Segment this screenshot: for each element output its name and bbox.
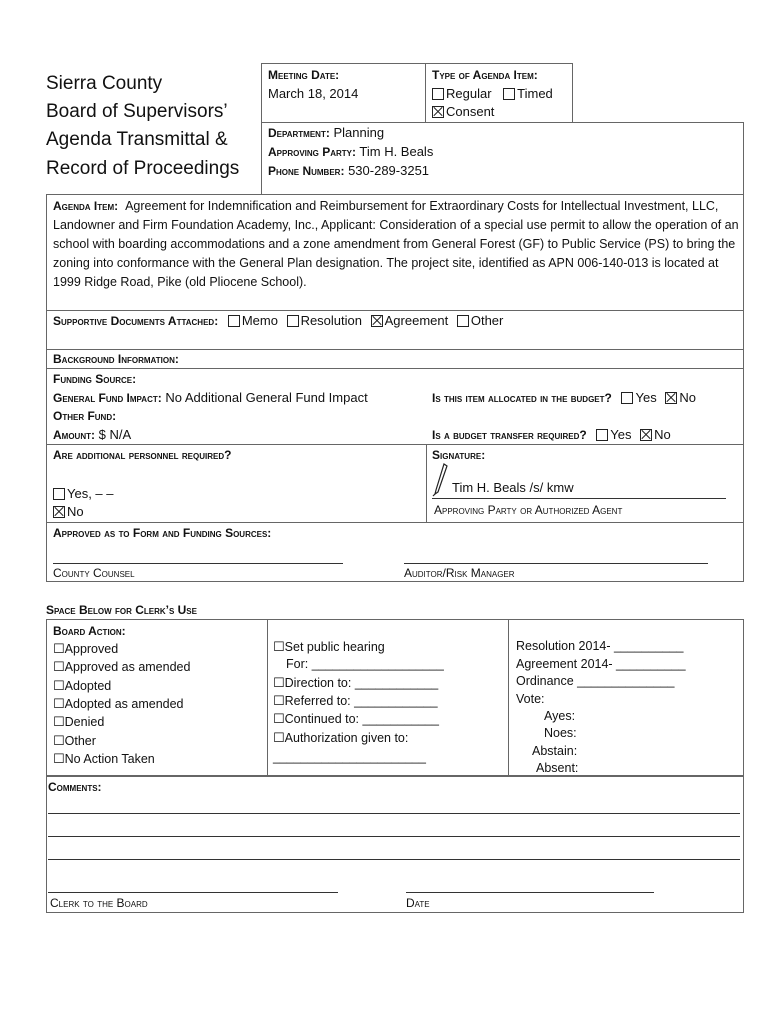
personnel-yes-checkbox[interactable] bbox=[53, 488, 65, 500]
action-adopted[interactable]: ☐Adopted bbox=[53, 678, 112, 693]
referred-to-label: Referred to: ____________ bbox=[284, 694, 438, 708]
phone-label: Phone Number: bbox=[268, 164, 345, 178]
budget-transfer-row bbox=[432, 427, 671, 442]
action-denied-label: Denied bbox=[64, 715, 105, 729]
personnel-yes-label: Yes, – – bbox=[67, 486, 114, 501]
absent-label: Absent: bbox=[536, 761, 579, 775]
department-row bbox=[268, 125, 384, 140]
memo-checkbox[interactable] bbox=[228, 315, 240, 327]
agenda-item-paragraph bbox=[53, 197, 739, 292]
approved-label: Approved as to Form and Funding Sources: bbox=[53, 526, 272, 540]
budget-allocated-question: Is this item allocated in the budget? bbox=[432, 391, 612, 405]
action-no-action[interactable]: ☐No Action Taken bbox=[53, 751, 155, 766]
approving-party-value: Tim H. Beals bbox=[359, 144, 434, 159]
action-denied[interactable]: ☐Denied bbox=[53, 714, 105, 729]
other-fund-label: Other Fund: bbox=[53, 409, 117, 423]
budget-yes-checkbox[interactable] bbox=[621, 392, 633, 404]
personnel-question: Are additional personnel required? bbox=[53, 448, 232, 462]
meeting-date-label: Meeting Date: bbox=[268, 68, 340, 82]
ayes-label: Ayes: bbox=[544, 709, 576, 723]
budget-no-label: No bbox=[679, 390, 696, 405]
action-adopted-amended[interactable]: ☐Adopted as amended bbox=[53, 696, 184, 711]
referred-to[interactable]: ☐Referred to: ____________ bbox=[273, 693, 438, 708]
auditor-caption: Auditor/Risk Manager bbox=[404, 566, 515, 580]
ordinance-number[interactable]: Ordinance ______________ bbox=[516, 674, 675, 688]
comment-line-2[interactable] bbox=[48, 836, 740, 837]
vote-label: Vote: bbox=[516, 692, 545, 706]
personnel-divider bbox=[426, 444, 427, 523]
agreement-label: Agreement bbox=[384, 313, 449, 328]
approving-party-label: Approving Party: bbox=[268, 145, 357, 159]
agenda-item-text: Agreement for Indemnification and Reimbursement for Extraordinary Costs for Intellectual Investment, LLC, Landowner and Firm Foundation Academy, Inc., Applicant: Consideration of a special use permit to allow the operation of an school with boarding accommodations and a zone amendment from General Forest (GF) to Public Service (PS) to bring the zoning into conformance with the General Plan designation. The project site, identified as APN 006-140-013 is located at 1999 Ridge Road, Pike (old Pliocene School). bbox=[53, 199, 739, 289]
form-title-line-1: Sierra County bbox=[46, 73, 163, 94]
resolution-number[interactable]: Resolution 2014- __________ bbox=[516, 639, 684, 653]
transfer-yes-label: Yes bbox=[610, 427, 632, 442]
county-counsel-line bbox=[53, 563, 343, 564]
budget-yes-label: Yes bbox=[635, 390, 657, 405]
other-doc-label: Other bbox=[470, 313, 504, 328]
agenda-type-options-row bbox=[432, 86, 553, 101]
clerk-signature-line[interactable] bbox=[48, 892, 338, 893]
action-other-label: Other bbox=[64, 734, 96, 748]
set-hearing-label: Set public hearing bbox=[284, 640, 385, 654]
department-value: Planning bbox=[333, 125, 385, 140]
board-action-label: Board Action: bbox=[53, 624, 126, 638]
agreement-checkbox[interactable] bbox=[371, 315, 383, 327]
phone-row bbox=[268, 163, 429, 178]
comments-label: Comments: bbox=[48, 780, 102, 794]
consent-row bbox=[432, 104, 494, 119]
budget-allocated-row bbox=[432, 390, 696, 405]
personnel-no-label: No bbox=[67, 504, 84, 519]
continued-to[interactable]: ☐Continued to: ___________ bbox=[273, 711, 439, 726]
hearing-for[interactable]: For: ___________________ bbox=[286, 657, 444, 671]
comment-line-3[interactable] bbox=[48, 859, 740, 860]
board-action-divider-2 bbox=[508, 619, 509, 776]
action-approved-amended[interactable]: ☐Approved as amended bbox=[53, 659, 191, 674]
action-no-action-label: No Action Taken bbox=[64, 752, 155, 766]
resolution-checkbox[interactable] bbox=[287, 315, 299, 327]
agenda-type-label: Type of Agenda Item: bbox=[432, 68, 538, 82]
auditor-line bbox=[404, 563, 708, 564]
authorization-line[interactable]: ______________________ bbox=[273, 750, 426, 764]
form-title-line-3: Agenda Transmittal & bbox=[46, 129, 228, 150]
department-label: Department: bbox=[268, 126, 330, 140]
noes-label: Noes: bbox=[544, 726, 577, 740]
board-action-divider-1 bbox=[267, 619, 268, 776]
agreement-number[interactable]: Agreement 2014- __________ bbox=[516, 657, 686, 671]
clerk-section-label: Space Below for Clerk’s Use bbox=[46, 603, 197, 617]
date-caption: Date bbox=[406, 896, 430, 910]
meeting-date-value: March 18, 2014 bbox=[268, 86, 359, 101]
amount-label: Amount: bbox=[53, 428, 95, 442]
regular-checkbox[interactable] bbox=[432, 88, 444, 100]
form-title-line-2: Board of Supervisors’ bbox=[46, 101, 228, 122]
timed-label: Timed bbox=[517, 86, 553, 101]
action-approved[interactable]: ☐Approved bbox=[53, 641, 119, 656]
form-title-line-4: Record of Proceedings bbox=[46, 158, 240, 179]
consent-label: Consent bbox=[446, 104, 495, 119]
supportive-docs-label: Supportive Documents Attached: bbox=[53, 314, 219, 328]
date-line[interactable] bbox=[406, 892, 654, 893]
authorization-given[interactable]: ☐Authorization given to: bbox=[273, 730, 409, 745]
budget-no-checkbox[interactable] bbox=[665, 392, 677, 404]
budget-transfer-question: Is a budget transfer required? bbox=[432, 428, 587, 442]
personnel-no-checkbox[interactable] bbox=[53, 506, 65, 518]
personnel-no-row bbox=[53, 504, 84, 519]
agenda-item-label: Agenda Item: bbox=[53, 199, 119, 213]
personnel-yes-row bbox=[53, 486, 114, 501]
comment-line-1[interactable] bbox=[48, 813, 740, 814]
regular-label: Regular bbox=[446, 86, 492, 101]
authorization-given-label: Authorization given to: bbox=[284, 731, 409, 745]
amount-value: $ N/A bbox=[98, 427, 132, 442]
abstain-label: Abstain: bbox=[532, 744, 578, 758]
consent-checkbox[interactable] bbox=[432, 106, 444, 118]
action-approved-amended-label: Approved as amended bbox=[64, 660, 191, 674]
supportive-docs-row bbox=[53, 313, 503, 328]
action-adopted-label: Adopted bbox=[64, 679, 112, 693]
signature-line bbox=[432, 498, 726, 499]
general-fund-value: No Additional General Fund Impact bbox=[165, 390, 368, 405]
action-adopted-amended-label: Adopted as amended bbox=[64, 697, 184, 711]
other-checkbox[interactable] bbox=[457, 315, 469, 327]
background-label: Background Information: bbox=[53, 352, 179, 366]
clerk-to-board-caption: Clerk to the Board bbox=[50, 896, 148, 910]
amount-row bbox=[53, 427, 131, 442]
pen-icon bbox=[430, 462, 450, 498]
signature-label: Signature: bbox=[432, 448, 486, 462]
signature-value: Tim H. Beals /s/ kmw bbox=[452, 480, 574, 495]
county-counsel-caption: County Counsel bbox=[53, 566, 135, 580]
set-hearing[interactable]: ☐Set public hearing bbox=[273, 639, 385, 654]
approving-party-row bbox=[268, 144, 433, 159]
general-fund-row bbox=[53, 390, 368, 405]
memo-label: Memo bbox=[241, 313, 278, 328]
transfer-yes-checkbox[interactable] bbox=[596, 429, 608, 441]
funding-source-label: Funding Source: bbox=[53, 372, 137, 386]
general-fund-label: General Fund Impact: bbox=[53, 391, 162, 405]
direction-to[interactable]: ☐Direction to: ____________ bbox=[273, 675, 439, 690]
continued-to-label: Continued to: ___________ bbox=[284, 712, 439, 726]
timed-checkbox[interactable] bbox=[503, 88, 515, 100]
phone-value: 530-289-3251 bbox=[348, 163, 430, 178]
signature-caption: Approving Party or Authorized Agent bbox=[434, 503, 623, 517]
action-other[interactable]: ☐Other bbox=[53, 733, 96, 748]
resolution-label: Resolution bbox=[300, 313, 362, 328]
transfer-no-checkbox[interactable] bbox=[640, 429, 652, 441]
action-approved-label: Approved bbox=[64, 642, 119, 656]
transfer-no-label: No bbox=[654, 427, 671, 442]
direction-to-label: Direction to: ____________ bbox=[284, 676, 439, 690]
